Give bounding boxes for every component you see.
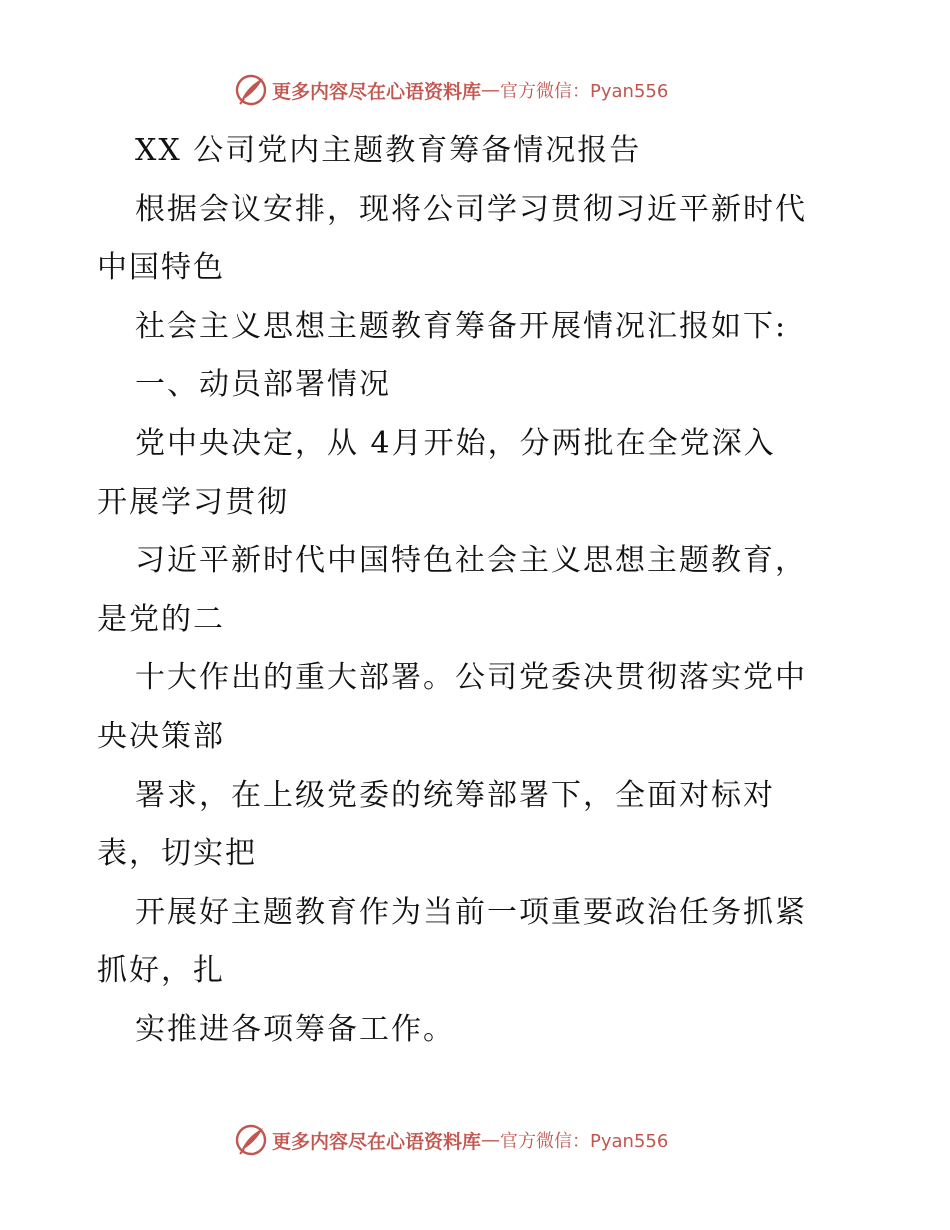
document-body	[97, 122, 857, 1060]
banner-main-text: 更多内容尽在心语资料库	[272, 80, 482, 103]
paragraph-line: 习近平新时代中国特色社会主义思想主题教育，	[135, 543, 807, 579]
quill-pen-logo-icon	[234, 1123, 268, 1157]
paragraph-line: 党中央决定，从 4月开始，分两批在全党深入	[135, 425, 776, 461]
paragraph-line: 央决策部	[97, 718, 225, 754]
paragraph-line: 社会主义思想主题教育筹备开展情况汇报如下:	[135, 308, 788, 344]
quill-pen-logo-icon	[234, 73, 268, 107]
paragraph-line: 开展好主题教育作为当前一项重要政治任务抓紧	[135, 894, 807, 930]
paragraph-line: 一、动员部署情况	[135, 367, 391, 403]
banner-dash: —	[481, 79, 501, 101]
banner-wechat-text: 官方微信：Pyan556	[500, 81, 669, 102]
banner-wechat-text: 官方微信：Pyan556	[500, 1131, 669, 1152]
banner-dash: —	[481, 1129, 501, 1151]
paragraph-line: 署求，在上级党委的统筹部署下，全面对标对	[135, 777, 775, 813]
footer-banner	[234, 1122, 668, 1158]
paragraph-line: 十大作出的重大部署。公司党委决贯彻落实党中	[135, 660, 807, 696]
paragraph-line: XX 公司党内主题教育筹备情况报告	[135, 133, 642, 168]
paragraph-line: 开展学习贯彻	[97, 484, 289, 520]
banner-main-text: 更多内容尽在心语资料库	[272, 1130, 482, 1153]
paragraph-line: 根据会议安排，现将公司学习贯彻习近平新时代	[135, 191, 807, 227]
header-banner	[234, 72, 668, 108]
paragraph-line: 是党的二	[97, 601, 225, 637]
paragraph-line: 中国特色	[97, 250, 225, 286]
paragraph-line: 实推进各项筹备工作。	[135, 1011, 455, 1047]
paragraph-line: 抓好，扎	[97, 953, 225, 989]
paragraph-line: 表，切实把	[97, 836, 257, 872]
